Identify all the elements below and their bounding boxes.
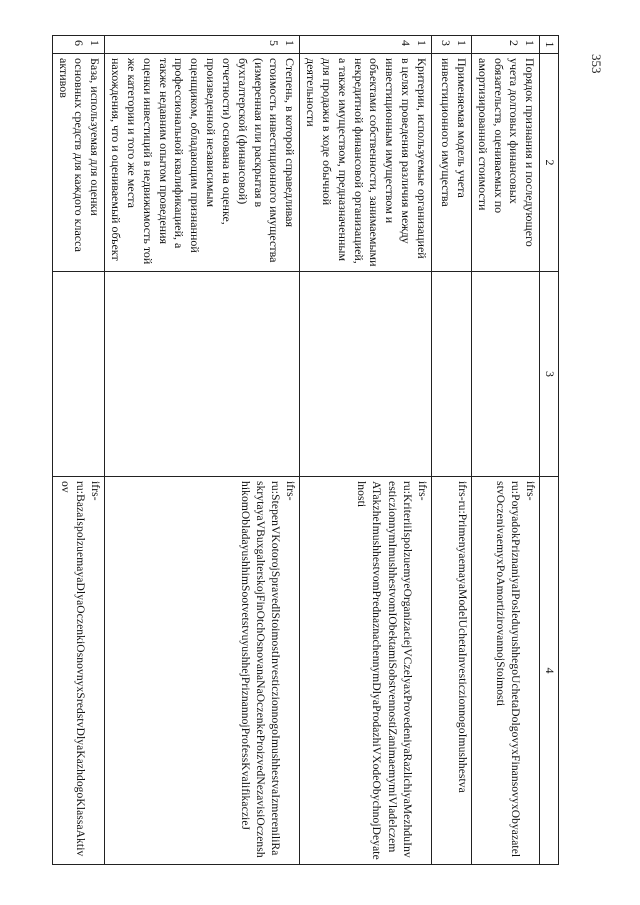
header-col-3: 3: [540, 272, 559, 477]
header-col-2: 2: [540, 54, 559, 272]
disclosure-table: [52, 35, 559, 865]
table-row: [52, 36, 104, 865]
table-row: [300, 36, 432, 865]
row-description: База, используемая для оценки основных средств для каждого класса активов: [52, 54, 104, 272]
row-description: Критерии, используемые организацией в целях проведения различия между инвестиционным имуществом и объектами собственности, занимаемыми некредитной финансовой организацией, а также имуществом, предназначенным для продажи в ходе обычной деятельности: [300, 54, 432, 272]
header-row: [540, 36, 559, 865]
row-taxonomy-code: ifrs-ru:StepenVKotorojSpravedlStoimostInvesticzionnogoImushhestvaIzmereniliRaskrytayaVBuxgalterskojFinOtchOsnovanaNaOczenkeProizvedNezavisiOczenshhikomObladayushhimSootvetstvuyushhejPriznannojProfessKvalifikaczieJ: [105, 477, 300, 865]
row-description: Степень, в которой справедливая стоимость инвестиционного имущества (измеренная или раскрытая в бухгалтерской (финансовой) отчетности) основана на оценке, произведенной независимым оценщиком, обладающим признанной профессиональной квалификацией, а также недавним опытом проведения оценки инвестиций в недвижимость той же категории и того же места нахождения, что и оцениваемый объект: [105, 54, 300, 272]
table-row: [105, 36, 300, 865]
row-number: 15: [105, 36, 300, 54]
table-row: [471, 36, 539, 865]
row-col3: [471, 272, 539, 477]
row-col3: [105, 272, 300, 477]
rotated-page-content: [56, 35, 640, 865]
table-row: [431, 36, 471, 865]
row-taxonomy-code: ifrs-ru:PoryadokPriznaniyaIPosleduyushhegoUchetaDolgovyxFinansovyxObyazatelstvOczenivaemyxPoAmortizirovannojStoimosti: [471, 477, 539, 865]
header-col-4: 4: [540, 477, 559, 865]
row-col3: [300, 272, 432, 477]
row-col3: [431, 272, 471, 477]
row-description: Порядок признания и последующего учета долговых финансовых обязательств, оцениваемых по амортизированной стоимости: [471, 54, 539, 272]
rotated-table-wrapper: [56, 35, 559, 865]
page-number: 353: [589, 54, 604, 74]
row-number: 12: [471, 36, 539, 54]
row-number: 16: [52, 36, 104, 54]
row-taxonomy-code: ifrs-ru:BazaIspolzuemayaDlyaOczenkiOsnovnyxSredstvDlyaKazhdogoKlassaAktivov: [52, 477, 104, 865]
row-taxonomy-code: ifrs-ru:KriteriiIspolzuemyeOrganizaciejVCzelyaxProvedeniyaRazlichiyaMezhduInvesticzionnymImushhestvomIObektamiSobstvennostiZanimaemymiVladelczemATakzheImushhestvomPrednaznachennymDlyaProdazhiVXodeObychnojDeyatelnosti: [300, 477, 432, 865]
row-number: 13: [431, 36, 471, 54]
row-col3: [52, 272, 104, 477]
row-number: 14: [300, 36, 432, 54]
row-taxonomy-code: ifrs-ru:PrimenyaemayaModelUchetaInvesticzionnogoImushhestva: [431, 477, 471, 865]
header-col-1: 1: [540, 36, 559, 54]
row-description: Применяемая модель учета инвестиционного имущества: [431, 54, 471, 272]
